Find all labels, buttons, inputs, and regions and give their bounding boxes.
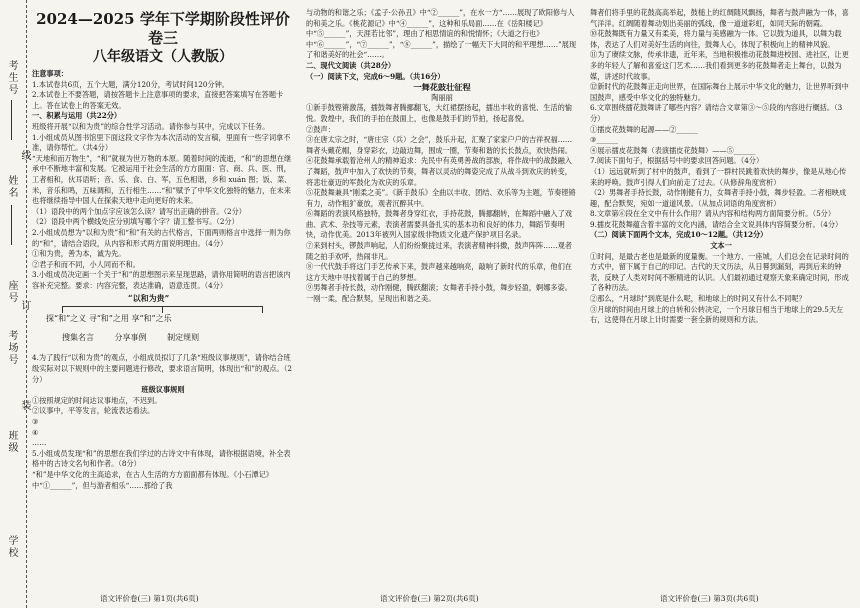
section-heading: 二、现代文阅读（共28分） bbox=[306, 60, 396, 70]
cut-mark: 装 bbox=[19, 400, 30, 412]
article-paragraph: ⑩花鼓舞既有力量又有柔美，将力量与美感融为一体。它以鼓为道具，以舞为载体，表达了人们对美好生活的向往，鼓舞人心，体现了积极向上的精神风貌。 bbox=[590, 29, 842, 49]
rule-item: ②议事中，平等发言，轮流表达看法。 bbox=[32, 406, 155, 416]
article-paragraph: ⑥舞蹈的表演风格独特，鼓舞者身穿红衣，手持花鼓，腾挪翻转，在舞蹈中融入了戏曲、武术、杂技等元素，表演者需要具备扎实的基本功和良好的体力，舞蹈节奏明快，动作优美。2013年被列入国家级非物质文化遗产保护项目名录。 bbox=[306, 209, 572, 240]
reading-part-heading: （一）阅读下文，完成6～9题。（共16分） bbox=[306, 71, 445, 81]
diagram-leaf: 分享事例 bbox=[114, 333, 147, 343]
question-1: 1.小组成员从图书馆里下面这段文字作为本次活动的发言稿，里面有一些字词拿不准，请你帮忙。（共4分） bbox=[32, 132, 291, 153]
bind-label-room: 考场号 bbox=[6, 330, 17, 366]
question-7-part-a: （1）远远就听到了村中的鼓声，看到了一群村民跳着欢快的舞步，像是从地心传来的呼唤。鼓声引得人们向前走了过去。（从修辞角度赏析） bbox=[590, 166, 847, 187]
question-2-option: ②君子和而不同，小人同而不和。 bbox=[32, 259, 140, 269]
question-5-passage: “和”是中华文化的主高追求，在古人生活的方方面面都有体现。《小石潭记》中“①______”，但与游者相乐“……那给了我 bbox=[32, 470, 273, 490]
cut-mark: 线 bbox=[19, 150, 30, 162]
article-paragraph: 舞者们将手里的花鼓高高举起，鼓槌上的红绸随风飘扬，舞者与鼓声融为一体，喜气洋洋。红绸随着舞动划出美丽的弧线，像一道道彩虹，如同天际的朝霞。 bbox=[590, 8, 849, 28]
question-6: 6.文章围绕擂花鼓舞讲了哪些内容？请结合文章第③～⑤段的内容进行概括。（3分） bbox=[590, 103, 843, 123]
question-5: 5.小组成员发现“和”的思想在我们学过的古诗文中有体现，请你根据语境，补全表格中的古诗文名句和作者。（8分） bbox=[32, 448, 291, 469]
article-paragraph: ⑨男舞者手持长鼓，动作刚健，腾跃翻滚；女舞者手持小鼓，舞步轻盈，婀娜多姿。一刚一柔，配合默契，呈现出和谐之美。 bbox=[306, 283, 572, 304]
diagram-connector bbox=[262, 306, 263, 313]
page-footer: 语文评价卷(三) 第2页(共6页) bbox=[380, 594, 479, 603]
text-paragraph: ②那么，“月球时”到底是什么呢，和地球上的时间又有什么不同呢？ bbox=[590, 294, 806, 304]
diagram-branches: 探“和”之义 寻“和”之用 享“和”之乐 bbox=[46, 314, 172, 324]
cut-mark: 订 bbox=[19, 300, 30, 312]
diagram-connector bbox=[62, 306, 63, 313]
article-paragraph: ⑧一代代鼓手将这门手艺传承下来，鼓声越来越响亮，敲响了新时代的乐章，他们在这方天地中寻找着属于自己的梦想。 bbox=[306, 262, 572, 282]
question-6-blank: ①擂皮花鼓舞的起源——②______ bbox=[590, 124, 698, 134]
section-heading: 一、积累与运用（共22分） bbox=[32, 111, 122, 121]
note-item: 2.本试卷上不要答题，请按答题卡上注意事项的要求，直接把答案填写在答题卡上。答在试卷上的答案无效。 bbox=[32, 90, 284, 110]
article-paragraph: ④花鼓舞承载着沧州人的精神追求：先民中有英勇善战的部族，将作战中的战鼓融入了舞蹈，鼓声中加入了欢快的节奏，舞者以灵动的舞姿完成了从战斗到欢庆的转变，将悲壮豪迈的军鼓化为欢庆的乐章。 bbox=[306, 156, 572, 187]
article-paragraph: ②鼓声： bbox=[306, 124, 335, 134]
text-paragraph: ③月球的时间由月球上的自转和公转决定，一个月球日相当于地球上的29.5天左右，这使得在月球上计时需要一套全新的规则和方法。 bbox=[590, 304, 844, 325]
bind-label-student-id: 考生号 bbox=[6, 60, 17, 96]
question-6-blank: ④展示擂皮花鼓舞（表演擂皮花鼓舞）——⑤______ bbox=[590, 145, 756, 155]
question-7-part-b: （2）男舞者手持长鼓，动作刚健有力，女舞者手持小鼓，舞步轻盈。二者相映成趣，配合默契，宛如一道道风景。（从加点词语的角度赏析） bbox=[590, 188, 847, 208]
diagram-leaf: 搜集名言 bbox=[62, 333, 94, 343]
question-2-option: ①和为贵，善为本，诚为先。 bbox=[32, 249, 126, 259]
bind-label-school: 学校 bbox=[6, 535, 17, 559]
article-paragraph: ⑦来到村头，锣鼓声响起，人们纷纷聚拢过来，表演者精神抖擞，鼓声阵阵……观者随之拍手欢呼，热闹非凡。 bbox=[306, 241, 572, 261]
question-2: 2.小组成员想为“以和为贵”和“和”有关的古代格言，下面两则格言中选择一则为你的“和”，请结合语段，从内容和形式两方面说明理由。（4分） bbox=[32, 227, 291, 248]
page-1-column bbox=[32, 8, 294, 588]
article-author: 陶丽丽 bbox=[431, 92, 453, 102]
question-4: 4.为了践行“以和为贵”的观点，小组成员拟订了几条“班级议事规则”，请你结合班级实际对以下规则中的主要问题进行修改，要求语言简明，体现出“和”的观点。（2分） bbox=[32, 353, 292, 384]
question-1-part-b: （2）语段中两个横线处应分别填写哪个字？请工整书写。（2分） bbox=[32, 217, 239, 227]
question-8: 8.文章第⑥段在全文中有什么作用？请从内容和结构两方面简要分析。（5分） bbox=[590, 209, 836, 219]
note-item: 1.本试卷共6页，五个大题，满分120分，考试时间120分钟。 bbox=[32, 79, 229, 89]
bind-label-seat: 座号 bbox=[6, 280, 17, 304]
question-5-continued: 与动物的和谐之乐；《孟子·公孙丑》中“②______”，在水一方“……展现了欧阳修与人的和美之乐。《桃花源记》中“④______”，这种和乐局面……在《岳阳楼记》中“⑤______”，天涯若比邻”，理由了相思情谊的和悦情怀；《大道之行也》中“⑥______”，“⑦______”，“⑧______”，描绘了一幅天下大同的和平理想……”展现了和谐美好的社会“……。 bbox=[306, 8, 577, 60]
exam-subtitle: 八年级语文（人教版） bbox=[93, 49, 233, 65]
question-7: 7.阅读下面句子，根据括号中的要求回答问题。（4分） bbox=[590, 156, 764, 166]
concept-diagram bbox=[32, 293, 294, 351]
text-paragraph: ①时间，是最古老也是最新的度量衡。一个地方、一座城，人们总会在记录时间的方式中，留下属于自己的印记。古代的天文历法，从日晷到漏刻，再到后来的钟表，反映了人类对时间不断精进的认识。人们最初通过观察天象来确定时间，形成了各种历法。 bbox=[590, 251, 849, 293]
diagram-leaves bbox=[62, 333, 199, 344]
rule-item: ③ bbox=[32, 417, 39, 427]
diagram-connector bbox=[162, 306, 163, 313]
article-paragraph: ⑪为了赓续文脉，传承非遗，近年来，当地积极推动花鼓舞进校园、进社区，让更多的年轻人了解和喜爱这门艺术……我们看到更多的花鼓舞者走上舞台，以鼓为媒，讲述时代故事。 bbox=[590, 50, 849, 81]
section-intro: 班级将开展“以和为贵”的综合性学习活动。请你参与其中，完成以下任务。 bbox=[32, 121, 270, 131]
page-2-column bbox=[306, 8, 578, 588]
notes-heading: 注意事项： bbox=[32, 69, 68, 78]
reading-part-heading: （二）阅读下面两个文本，完成10～12题。（共12分） bbox=[590, 230, 768, 240]
article-paragraph: ⑫新时代的花鼓舞正走向世界，在国际舞台上展示中华文化的魅力，让世界听到中国鼓声，感受中华文化的独特魅力。 bbox=[590, 82, 849, 102]
page-footer: 语文评价卷(三) 第1页(共6页) bbox=[100, 594, 199, 603]
article-title: 一舞花鼓壮征程 bbox=[413, 82, 471, 93]
question-1-part-a: （1）语段中的两个加点字应该怎么读？请写出正确的拼音。（2分） bbox=[32, 206, 246, 216]
diagram-leaf: 制定规则 bbox=[167, 333, 200, 343]
page-footer: 语文评价卷(三) 第3页(共6页) bbox=[660, 594, 759, 603]
binding-strip bbox=[0, 0, 30, 608]
question-1-passage: “天地和而万物生”，“和”就视为世万物的本原。随着时间的流逝，“和”的思想在继承中不断地丰富和发展。它被运用于社会生活的方方面面：官、商、兵、医、刑，工者相和，伙耳语听；音、乐、食、白、军，五色相谐，乡和 xuán 图；饭、菜、米，音乐和鸣，五味调和，五行相生……“和”赋予了中华文化独特的魅力，在未来也将继续指导中国人在探索天地中走向更好的未来。 bbox=[32, 153, 292, 206]
bind-label-name: 姓名 bbox=[6, 175, 17, 199]
page-3-column bbox=[590, 8, 852, 588]
rule-item: ④ bbox=[32, 427, 39, 437]
bind-label-class: 班级 bbox=[6, 430, 17, 454]
question-3: 3.小组成员决定画一个关于“和”的思想图示来呈现思路，请你用简明的语言把该内容补充完整。要求：内容完整，表达准确，语意连贯。（4分） bbox=[32, 270, 291, 290]
article-paragraph: ③在唐太宗之时，“唐庄宗（兵）之会”，鼓乐升起，汇聚了家家户户的吉祥祝福……舞者头戴花帽，身穿彩衣，边敲边舞，围成一圈，节奏和谐的长长鼓点，欢快热闹。 bbox=[306, 135, 573, 155]
fill-line bbox=[11, 100, 12, 140]
rules-heading: 班级议事规则 bbox=[141, 385, 185, 395]
article-paragraph: ⑤花鼓舞兼具“刚柔之美”。《新手鼓乐》全曲以丰收、团结、欢乐等为主题，节奏铿锵有力，动作粗犷豪放，观者沉醉其中。 bbox=[306, 188, 576, 208]
text-title: 文本一 bbox=[710, 241, 732, 251]
diagram-root: “以和为贵” bbox=[128, 293, 170, 304]
exam-title: 2024—2025 学年下学期阶段性评价卷三 bbox=[36, 10, 290, 47]
article-paragraph: ①新手鼓铿锵激荡，擂鼓舞者腾挪翻飞，大红裙摆扬起，擂出丰收的喜悦、生活的愉悦。敦煌中，我们的手拍在鼓面上，也像是鼓手们的节拍，扬起喜悦。 bbox=[306, 103, 572, 123]
question-6-blank: ③______ bbox=[590, 135, 619, 145]
rule-item: ①按照规定的时间达议事地点，不迟到。 bbox=[32, 395, 162, 405]
fill-line bbox=[11, 205, 12, 245]
question-9: 9.擂皮花鼓舞蕴含着丰富的文化内涵，请结合全文说具体内容简要分析。（4分） bbox=[590, 219, 843, 229]
rule-item: …… bbox=[32, 438, 47, 448]
